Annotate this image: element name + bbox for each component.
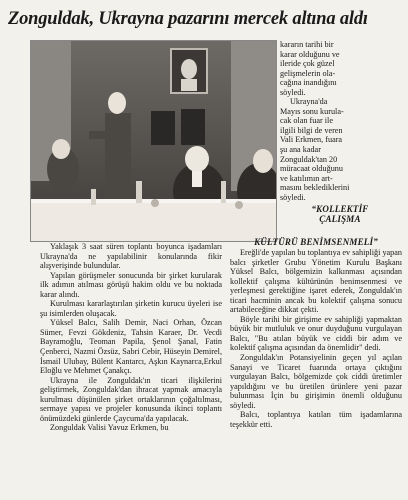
right-line-9: cak olan fuar ile xyxy=(280,116,333,126)
right-line-1: kararın tarihi bir xyxy=(280,40,334,49)
left-paragraph-1: Yaklaşık 3 saat süren toplantı boyunca işadamları Ukrayna'da ne yapılabilinir konularında fikir alışverişinde bulundular. xyxy=(40,242,222,271)
meeting-photo xyxy=(30,40,277,242)
subheading-line-3: KÜLTÜRÜ BENİMSENMELİ” xyxy=(254,237,378,247)
subheading-line-2: ÇALIŞMA xyxy=(319,214,361,225)
right-column-top xyxy=(280,40,400,225)
right-line-7: Ukrayna'da xyxy=(290,97,328,107)
right-line-3: ileride çok güzel xyxy=(280,59,335,69)
right-line-17: söyledi. xyxy=(280,192,306,202)
left-paragraph-2: Yapılan görüşmeler sonucunda bir şirket kurularak ilk adımın atılması görüşü hakim oldu ve bu noktada karar alındı. xyxy=(40,270,222,299)
headline: Zonguldak, Ukrayna pazarını mercek altına aldı xyxy=(8,9,368,29)
right-paragraph-2: Böyle tarihi bir girişime ev sahipliği yapmaktan büyük bir mutluluk ve onur duyduğunu vurgulayan Balcı, "Bu atılan büyük ve ciddi bir adım ve kolektif çalışma açısından da önemlidir" dedi. xyxy=(230,314,402,353)
left-paragraph-6: Zonguldak Valisi Yavuz Erkmen, bu xyxy=(50,423,169,433)
left-paragraph-3: Kurulması kararlaştırılan şirketin kurucu üyeleri ise şu isimlerden oluşacak. xyxy=(40,299,222,318)
left-column xyxy=(40,242,222,433)
right-line-16: masını beklediklerini xyxy=(280,183,350,193)
right-line-14: müracaat olduğunu xyxy=(280,164,343,174)
right-line-4: gelişmelerin ola- xyxy=(280,68,336,78)
right-column-bottom xyxy=(230,237,402,429)
right-line-5: cağına inandığını xyxy=(280,78,337,88)
subheading xyxy=(280,204,400,224)
right-line-12: şu ana kadar xyxy=(280,145,321,155)
subheading-line-1: “KOLLEKTİF xyxy=(311,204,369,215)
right-line-13: Zonguldak'tan 20 xyxy=(280,154,338,164)
right-paragraph-1: Ereğli'de yapılan bu toplantıya ev sahipliği yapan balcı şirketler Grubu Yönetim Kurulu Başkanı Yüksel Balcı, bölgemizin kalkınması açısından kollektif çalışma kültürünün benimsenmesi ve yerleşmesi gerektiğine işaret ederek, Zonguldak'ın ticari hacminin ancak bu kolektif çalışma sonucu artabileceğine dikkat çekti. xyxy=(230,248,402,315)
right-line-8: Mayıs sonu kurula- xyxy=(280,106,344,116)
right-line-15: ve katılımın art- xyxy=(280,173,333,183)
right-line-2: karar olduğunu ve xyxy=(280,49,340,59)
left-paragraph-5: Ukrayna ile Zonguldak'ın ticari ilişkilerini geliştirmek, Zonguldak'dan ihracat yapmak amacıyla kurulması düşünülen şirket ortaklarının çoğaltılması, sermaye yapısı ve projeler konusunda ikinci toplantı önümüzdeki günlerde Çaycuma'da yapılacak. xyxy=(40,375,222,423)
meeting-photo-image xyxy=(31,41,276,241)
right-paragraph-4: Balcı, toplantıya katılan tüm işadamlarına teşekkür etti. xyxy=(230,410,402,429)
right-line-11: Vali Erkmen, fuara xyxy=(280,135,343,145)
left-paragraph-4: Yüksel Balcı, Salih Demir, Naci Orhan, Özcan Sümer, Fevzi Gökdeniz, Tahsin Karaer, Dr. Vecdi Bayramoğlu, Teoman Papila, Şenol Şanal, Fatin Çenberci, Nazmi Özsüz, Sabri Cebir, Hüseyin Demirel, İsmail Ulubay, Bülent Kantarcı, Aşkın Kaynarca,Erkul Eloğlu ve Mehmet Çanakçı. xyxy=(40,318,222,376)
right-line-6: söyledi. xyxy=(280,87,306,97)
right-paragraph-3: Zonguldak'ın Potansiyelinin geçen yıl açılan Sanayi ve Ticaret fuarında ortaya çıktığını vurgulayan Balcı, bölgemizde çok ciddi üretimler yapıldığını ve bu üretilen ürünlere yeni pazar bulunması İçin bu girişimin önemli olduğunu söyledi. xyxy=(230,353,402,410)
right-line-10: ilgili bilgi de veren xyxy=(280,125,343,135)
